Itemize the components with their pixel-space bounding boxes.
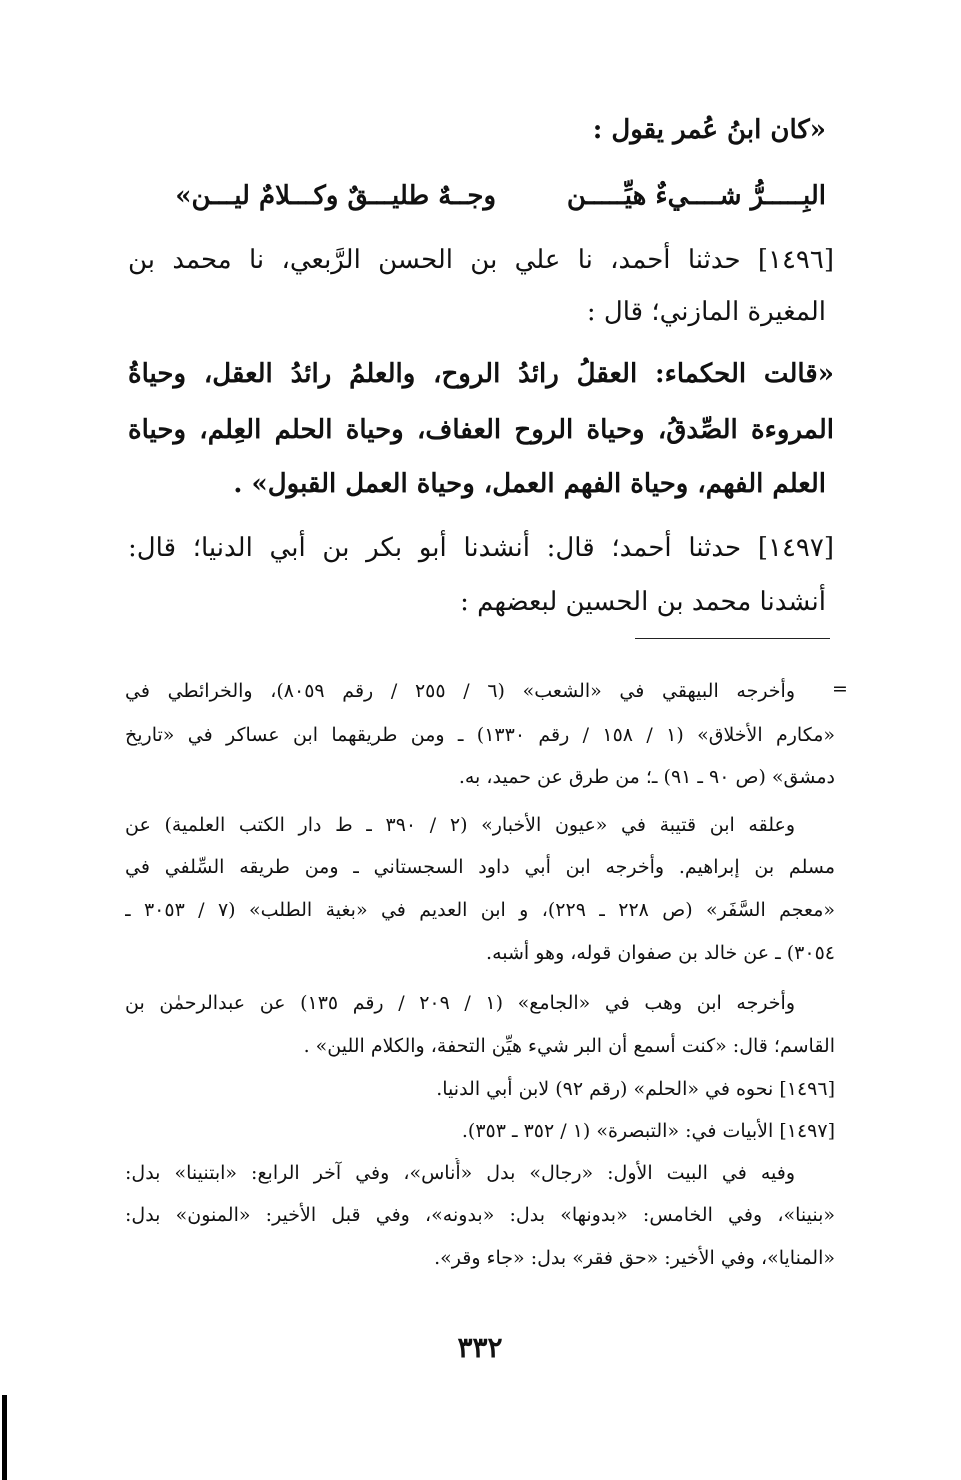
verse-hemistich-left: وجــهٌ طليـــقٌ وكـــلامٌ ليـــن» [175,181,496,211]
footnote-1-line-3: دمشق» (ص ٩٠ ـ ٩١) ـ؛ من طرق عن حميد، به. [458,766,835,788]
wisdom-line-1: «قالت الحكماء: العقلُ رائدُ الروح، والعلمُ رائدُ العقل، وحياةُ [128,359,834,389]
footnote-6-line-1: وفيه في البيت الأول: «رجال» بدل «أُناس»، وفي آخر الرابع: «ابتنينا» بدل: [125,1162,795,1184]
verse-hemistich-right: البِـــــرُّ شــــيءٌ هيِّـــــن [566,181,826,211]
quote-intro: «كان ابنُ عُمر يقول : [592,115,826,145]
footnote-1496-reference: [١٤٩٦] نحوه في «الحلم» (رقم ٩٢) لابن أبي الدنيا. [436,1078,835,1100]
footnote-3-line-1: وأخرجه ابن وهب في «الجامع» (١ / ٢٠٩ / رقم ١٣٥) عن عبدالرحمٰن بن [125,992,795,1014]
footnote-1497-reference: [١٤٩٧] الأبيات في: «التبصرة» (١ / ٣٥٢ ـ ٣٥٣). [461,1120,835,1142]
footnote-1-line-2: «مكارم الأخلاق» (١ / ١٥٨ / رقم ١٣٣٠) ـ ومن طريقهما ابن عساكر في «تاريخ [125,724,835,746]
wisdom-line-3: العلم الفهم، وحياة الفهم العمل، وحياة العمل القبول» . [233,469,826,499]
scan-edge-mark [2,1395,7,1480]
footnote-1-line-1: وأخرجه البيهقي في «الشعب» (٦ / ٢٥٥ / رقم ٨٠٥٩)، والخرائطي في [125,680,795,702]
page-number: ٣٣٢ [457,1331,503,1364]
footnote-3-line-2: القاسم؛ قال: «كنت أسمع أن البر شيء هيِّن التحفة، والكلام اللين» . [303,1035,835,1057]
footnote-2-line-4: ٣٠٥٤) ـ عن خالد بن صفوان قوله، وهو أشبه. [486,942,835,964]
footnote-2-line-3: «معجم السَّفَر» (ص ٢٢٨ ـ ٢٢٩)، و ابن العديم في «بغية الطلب» (٧ / ٣٠٥٣ ـ [125,899,835,921]
footnote-separator [635,638,830,639]
hadith-1497-line-2: أنشدنا محمد بن الحسين لبعضهم : [460,587,826,617]
footnote-6-line-3: «المنايا»، وفي الأخير: «حق فقر» بدل: «جاء وقر». [434,1247,835,1269]
wisdom-line-2: المروءة الصِّدقُ، وحياة الروح العفاف، وحياة الحلم العِلم، وحياة [128,415,834,445]
hadith-1496-line-1: [١٤٩٦] حدثنا أحمد، نا علي بن الحسن الرَّبعي، نا محمد بن [128,245,834,275]
footnote-2-line-1: وعلقه ابن قتيبة في «عيون الأخبار» (٢ / ٣٩٠ ـ ط دار الكتب العلمية) عن [125,814,795,836]
continuation-mark: = [832,678,848,700]
hadith-1496-line-2: المغيرة المازني؛ قال : [586,297,826,327]
footnote-6-line-2: «بنينا»، وفي الخامس: «بدونها» بدل: «بدونه»، وفي قبل الأخير: «المنون» بدل: [125,1204,835,1226]
footnote-2-line-2: مسلم بن إبراهيم. وأخرجه ابن أبي داود السجستاني ـ ومن طريقه السِّلفي في [125,856,835,878]
hadith-1497-line-1: [١٤٩٧] حدثنا أحمد؛ قال: أنشدنا أبو بكر بن أبي الدنيا؛ قال: [128,533,834,563]
